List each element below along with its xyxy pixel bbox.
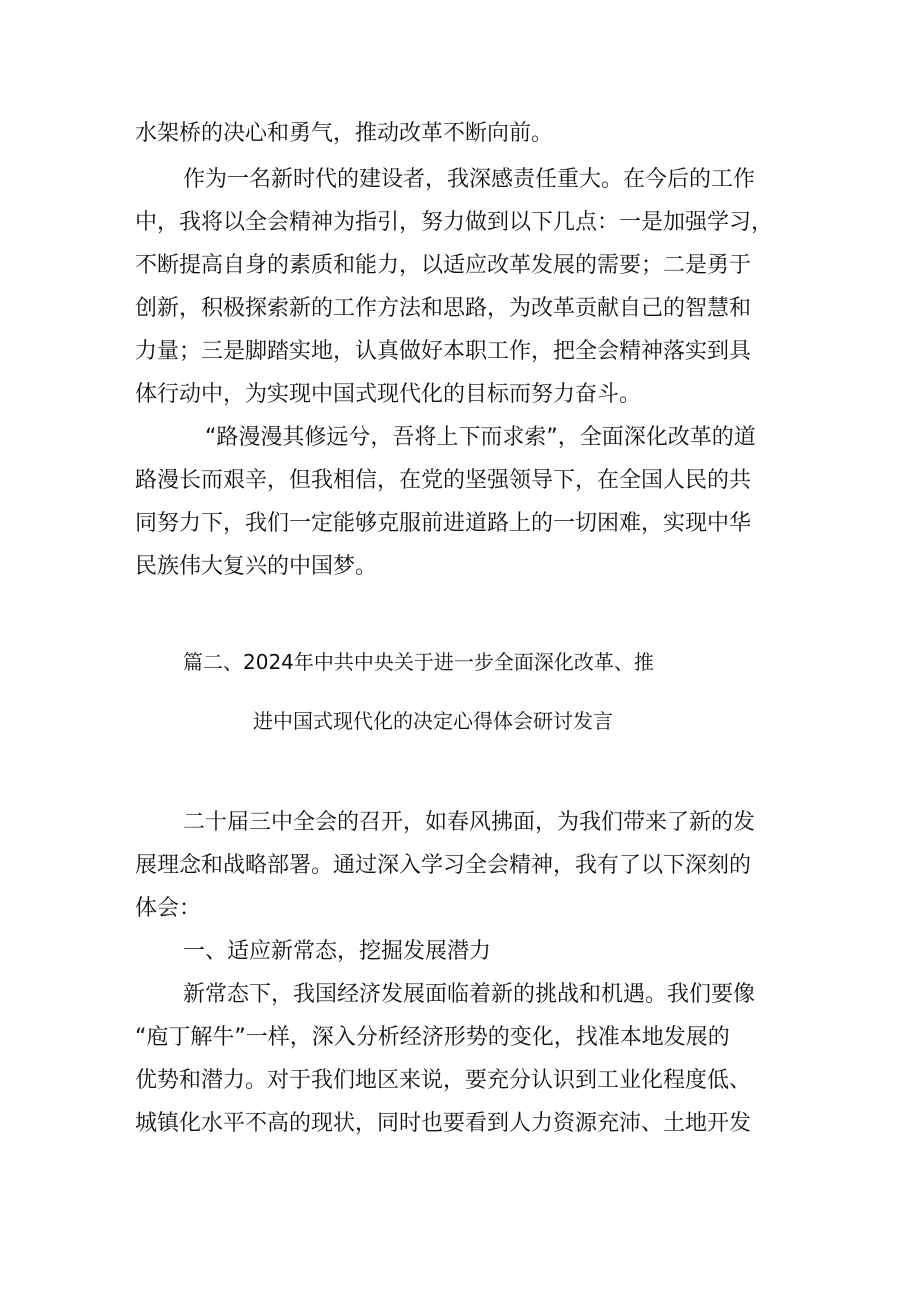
body2-subheading: 一、适应新常态，挖掘发展潜力 (183, 939, 492, 964)
paragraph-2-line-4: 创新，积极探索新的工作方法和思路，为改革贡献自己的智慧和 (135, 296, 752, 321)
paragraph-2-line-2: 中，我将以全会精神为指引，努力做到以下几点：一是加强学习， (135, 210, 774, 235)
paragraph-2-line-1: 作为一名新时代的建设者，我深感责任重大。在今后的工作 (183, 167, 756, 192)
section-title-line-2: 进中国式现代化的决定心得体会研讨发言 (253, 709, 613, 733)
paragraph-3-line-1: “路漫漫其修远兮，吾将上下而求索”，全面深化改革的道 (205, 425, 756, 450)
paragraph-3-line-4: 民族伟大复兴的中国梦。 (135, 554, 378, 579)
paragraph-3-line-2: 路漫长而艰辛，但我相信，在党的坚强领导下，在全国人民的共 (135, 468, 752, 493)
body2-paragraph-2-line-2: “庖丁解牛”一样，深入分析经济形势的变化，找准本地发展的 (135, 1025, 730, 1050)
body2-paragraph-2-line-1: 新常态下，我国经济发展面临着新的挑战和机遇。我们要像 (183, 982, 756, 1007)
paragraph-2-line-6: 体行动中，为实现中国式现代化的目标而努力奋斗。 (135, 382, 642, 407)
body2-paragraph-1-line-1: 二十届三中全会的召开，如春风拂面，为我们带来了新的发 (183, 810, 756, 835)
paragraph-2-line-5: 力量；三是脚踏实地，认真做好本职工作，把全会精神落实到具 (135, 339, 752, 364)
paragraph-3-line-3: 同努力下，我们一定能够克服前进道路上的一切困难，实现中华 (135, 511, 752, 536)
paragraph-1-line-1: 水架桥的决心和勇气，推动改革不断向前。 (135, 121, 554, 146)
section-title-line-1: 篇二、2024年中共中央关于进一步全面深化改革、推 (183, 650, 654, 674)
body2-paragraph-2-line-4: 城镇化水平不高的现状，同时也要看到人力资源充沛、土地开发 (135, 1111, 752, 1136)
body2-paragraph-2-line-3: 优势和潜力。对于我们地区来说，要充分认识到工业化程度低、 (135, 1068, 752, 1093)
paragraph-2-line-3: 不断提高自身的素质和能力，以适应改革发展的需要；二是勇于 (135, 253, 752, 278)
body2-paragraph-1-line-3: 体会： (135, 896, 202, 921)
body2-paragraph-1-line-2: 展理念和战略部署。通过深入学习全会精神，我有了以下深刻的 (135, 853, 752, 878)
